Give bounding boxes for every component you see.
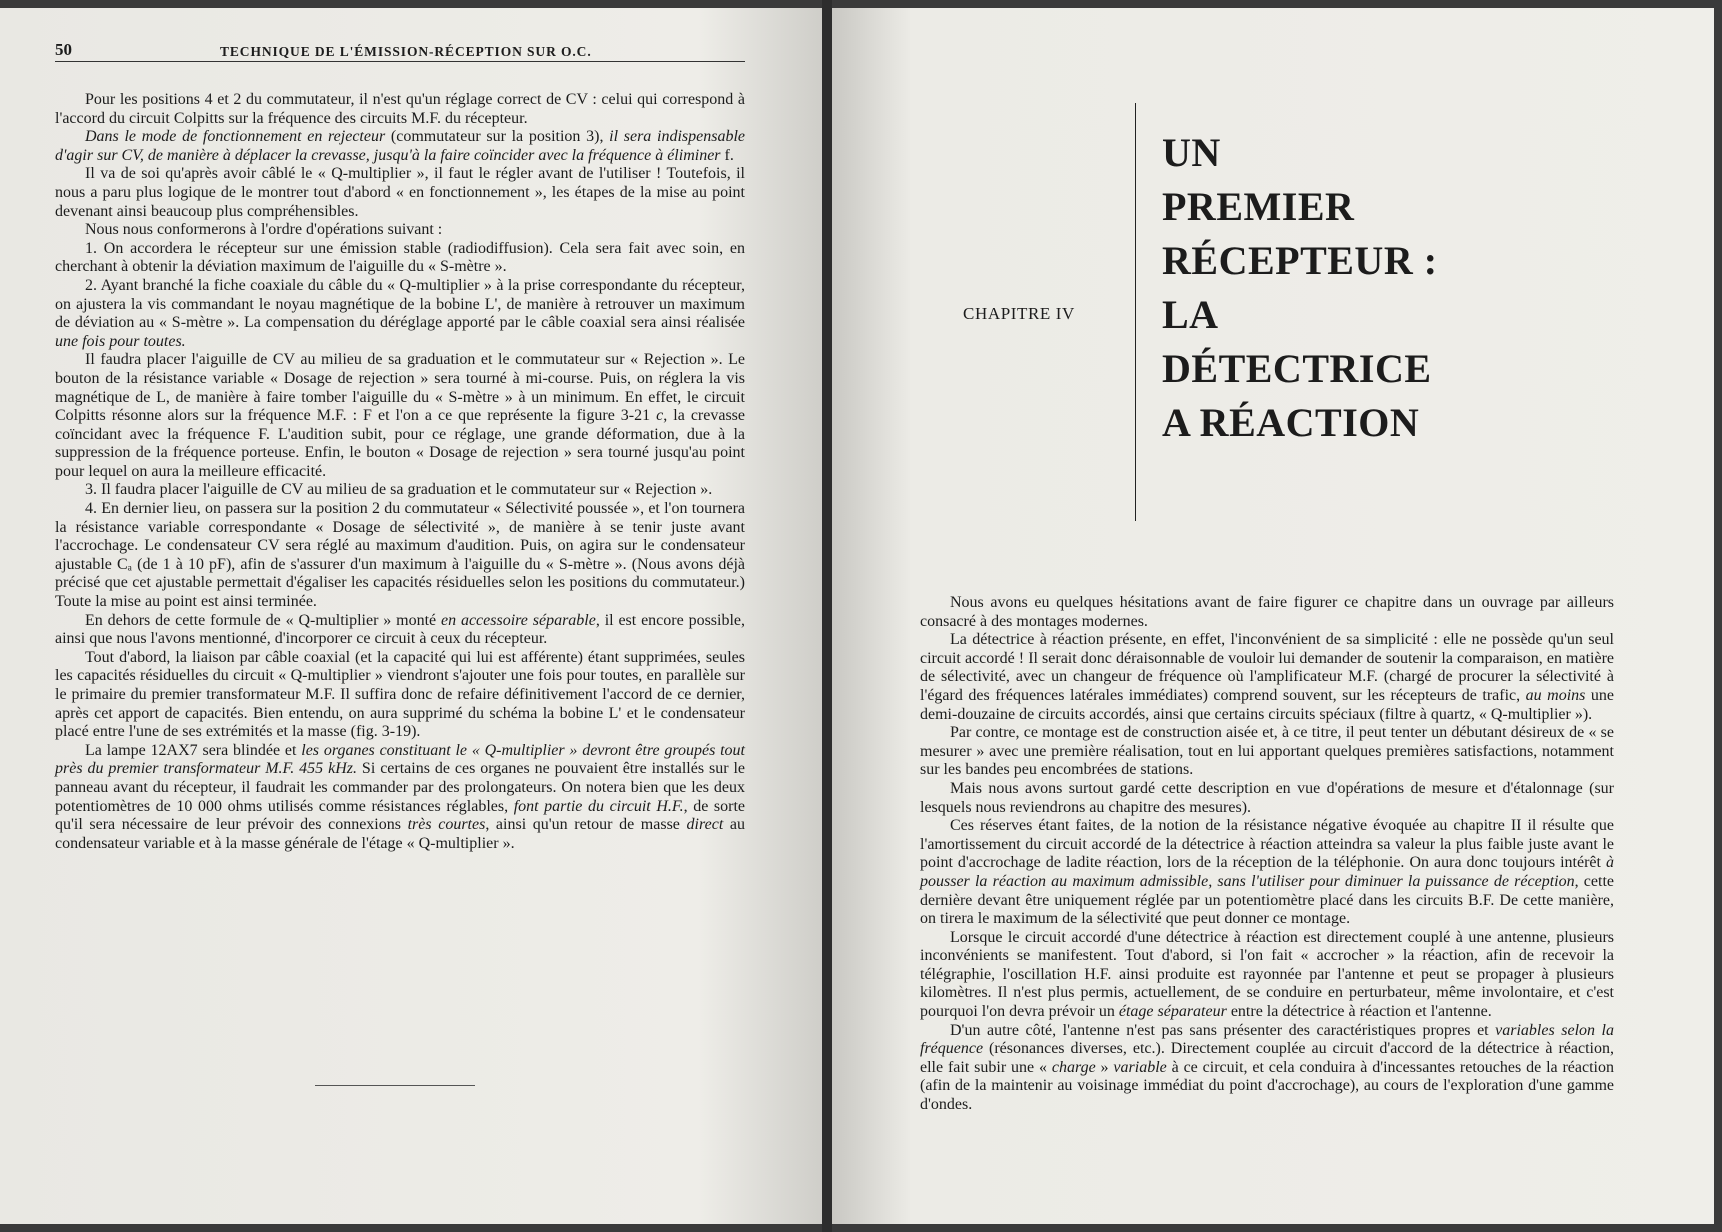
italic-text: direct — [686, 816, 724, 834]
text-run: Nous avons eu quelques hésitations avant de faire figurer ce chapitre dans un ouvrage par ailleurs consacré à des montages modernes. — [920, 594, 1614, 630]
page-number: 50 — [55, 40, 72, 59]
italic-text: une fois pour toutes. — [55, 332, 186, 350]
text-run: Il faudra placer l'aiguille de CV au milieu de sa graduation et le commutateur sur « Rejection ». Le bouton de la résistance variable « Dosage de rejection » sera tourné à mi-course. Puis, on réglera la vis magnétique de L, de manière à faire tomber l'aiguille du « S-mètre » à un minimum. En effet, le circuit Colpitts résonne alors sur la fréquence M.F. : F et l'on a ce que représente la figure 3-21 — [55, 351, 745, 425]
italic-text: charge — [1051, 1058, 1096, 1076]
paragraph — [55, 649, 745, 742]
italic-text: à pousser la réaction au maximum admissible, sans l'utiliser pour diminuer la puissance de réception — [920, 854, 1614, 890]
text-run: Nous nous conformerons à l'ordre d'opérations suivant : — [85, 221, 443, 239]
text-run: La lampe 12AX7 sera blindée et — [85, 741, 302, 759]
paragraph — [55, 742, 745, 854]
text-run: D'un autre côté, l'antenne n'est pas sans présenter des caractéristiques propres et — [950, 1021, 1496, 1039]
italic-text: très courtes — [407, 816, 486, 834]
paragraph — [920, 1022, 1614, 1115]
left-page-body — [55, 91, 745, 853]
paragraph — [920, 817, 1614, 929]
paragraph — [920, 594, 1614, 631]
text-run: La détectrice à réaction présente, en effet, l'inconvénient de sa simplicité : elle ne possède qu'un seul circuit accordé ! Il serait donc déraisonnable de vouloir lui demander de soutenir la comparaison, en matière de sélectivité, avec un changeur de fréquence où l'amplificateur M.F. (chargé de procurer la sélectivité à l'égard des fréquences latérales immédiates) comprend souvent, sur les récepteurs de trafic, — [920, 631, 1614, 704]
text-run: Par contre, ce montage est de construction aisée et, à ce titre, il peut tenter un débutant désireux de « se mesurer » avec une première réalisation, tout en lui apportant quelques premières satisfactions, notamment sur les bandes peu encombrées de stations. — [920, 724, 1614, 779]
chapter-title — [1162, 126, 1438, 450]
italic-text: il sera indispensable d'agir sur CV, de manière à déplacer la crevasse, jusqu'à la faire coïncider avec la fréquence à éliminer — [55, 128, 745, 164]
paragraph — [55, 351, 745, 481]
left-page — [0, 8, 822, 1224]
text-run: Si certains de ces organes ne pouvaient être installés sur le panneau avant du récepteur, il faudrait les commander par des prolongateurs. On notera bien que les deux potentiomètres de 10 000 ohms utilisés comme résistances réglables, — [55, 760, 745, 815]
text-run: entre la détectrice à réaction et l'antenne. — [1226, 1003, 1492, 1021]
chapter-title-line: RÉCEPTEUR : — [1162, 238, 1438, 283]
paragraph — [920, 631, 1614, 724]
paragraph — [920, 724, 1614, 780]
text-run: à ce circuit, et cela conduira à d'incessantes retouches de la réaction (afin de la maintenir au voisinage immédiat du point d'accrochage), au cours de l'exploration d'une gamme d'ondes. — [920, 1058, 1615, 1114]
right-page — [832, 8, 1714, 1224]
header-rule — [55, 61, 745, 62]
italic-text: font partie du circuit H.F. — [513, 797, 684, 815]
italic-text: variables selon la fréquence — [920, 1021, 1615, 1058]
right-page-body — [920, 594, 1614, 1115]
text-run: En dehors de cette formule de « Q-multiplier » monté — [85, 611, 441, 629]
text-run: » — [1095, 1058, 1114, 1076]
italic-text: étage séparateur — [1118, 1003, 1227, 1021]
text-run: , la crevasse coïncidant avec la fréquence F. L'audition subit, pour ce réglage, une grande déformation, due à la suppression de la fréquence porteuse. Enfin, le bouton « Dosage de rejection » sera tourné jusqu'au point pour lequel on aura la meilleure efficacité. — [55, 407, 746, 480]
running-title: TECHNIQUE DE L'ÉMISSION-RÉCEPTION SUR O.C. — [220, 44, 592, 59]
text-run: , il est encore possible, ainsi que nous l'avons mentionné, d'incorporer ce circuit à ceux du récepteur. — [55, 611, 746, 648]
paragraph — [55, 165, 745, 221]
text-run: 1. On accordera le récepteur sur une émission stable (radiodiffusion). Cela sera fait avec soin, en cherchant à obtenir la déviation maximum de l'aiguille du « S-mètre ». — [55, 239, 745, 276]
text-run: Ces réserves étant faites, de la notion de la résistance négative évoquée au chapitre II il résulte que l'amortissement du circuit accordé de la détectrice à réaction atteindra sa valeur la plus faible juste avant le point d'accrochage de ladite réaction, lors de la réception de la téléphonie. On aura donc toujours intérêt — [920, 817, 1614, 872]
paragraph — [55, 128, 745, 165]
text-run: , de sorte qu'il sera nécessaire de leur prévoir des connexions — [55, 797, 745, 834]
paragraph — [920, 929, 1614, 1022]
italic-text: les organes constituant le « Q-multiplier » devront être groupés tout près du premier transformateur M.F. 455 kHz. — [55, 741, 745, 778]
chapter-title-line: PREMIER — [1162, 184, 1355, 229]
chapter-title-line: UN — [1162, 130, 1221, 175]
book-gutter — [822, 0, 832, 1232]
text-run: , ainsi qu'un retour de masse — [485, 816, 687, 834]
text-run: au condensateur variable et à la masse générale de l'étage « Q-multiplier ». — [55, 816, 745, 852]
left-page-header — [55, 38, 745, 62]
section-end-rule — [315, 1085, 475, 1086]
text-run: f. — [720, 146, 734, 164]
chapter-title-line: LA — [1162, 292, 1219, 337]
paragraph — [55, 221, 745, 240]
text-run: Mais nous avons surtout gardé cette description en vue d'opérations de mesure et d'étalonnage (sur lesquels nous reviendrons au chapitre des mesures). — [920, 779, 1614, 816]
paragraph — [55, 481, 745, 500]
italic-text: c — [656, 407, 664, 425]
text-run: 4. En dernier lieu, on passera sur la position 2 du commutateur « Sélectivité poussée », et l'on tournera la résistance variable correspondante « Dosage de sélectivité », de manière à se tenir juste avant l'accrochage. Le condensateur CV sera réglé au maximum d'audition. Puis, on agira sur le condensateur ajustable Cₐ (de 1 à 10 pF), afin de s'assurer d'un maximum à l'aiguille du « S-mètre ». (Nous avons déjà précisé que cet ajustable permettait d'égaliser les capacités résiduelles selon les positions du commutateur.) Toute la mise au point est ainsi terminée. — [55, 500, 745, 611]
paragraph — [55, 277, 745, 351]
text-run: 3. Il faudra placer l'aiguille de CV au milieu de sa graduation et le commutateur sur « Rejection ». — [85, 481, 713, 499]
text-run: (résonances diverses, etc.). Directement couplée au circuit d'accord de la détectrice à réaction, elle fait subir une « — [920, 1040, 1614, 1076]
text-run: , cette dernière devant être uniquement réglée par un potentiomètre placé dans les circuits B.F. De cette manière, on tirera le maximum de la sélectivité que peut donner ce montage. — [920, 872, 1614, 928]
text-run: Tout d'abord, la liaison par câble coaxial (et la capacité qui lui est afférente) étant supprimées, seules les capacités résiduelles du circuit « Q-multiplier » viendront s'ajouter une fois pour toutes, en parallèle sur le primaire du premier transformateur M.F. Il suffira donc de refaire définitivement l'accord de ce dernier, après cet apport de capacités. Bien entendu, on aura supprimé du schéma la bobine L' et le condensateur placé entre l'une de ses extrémités et la masse (fig. 3-19). — [55, 648, 745, 741]
paragraph — [920, 780, 1614, 817]
text-run: Lorsque le circuit accordé d'une détectrice à réaction est directement couplé à une antenne, plusieurs inconvénients se manifestent. Tout d'abord, si l'on fait « accrocher » la réaction, afin de recevoir la télégraphie, l'oscillation H.F. ainsi produite est rayonnée par l'antenne et peut se propager à plusieurs kilomètres. Il n'est plus permis, actuellement, de se conduire en perturbateur, même involontaire, et c'est pourquoi l'on devra prévoir un — [920, 928, 1614, 1021]
italic-text: au moins — [1525, 686, 1586, 704]
paragraph — [55, 612, 745, 649]
paragraph — [55, 91, 745, 128]
italic-text: variable — [1113, 1058, 1167, 1076]
chapter-label: CHAPITRE IV — [963, 304, 1075, 323]
chapter-title-line: DÉTECTRICE — [1162, 346, 1432, 391]
italic-text: Dans le mode de fonctionnement en rejecteur — [85, 128, 386, 146]
text-run: une demi-douzaine de circuits accordés, ainsi que certains circuits spéciaux (filtre à quartz, « Q-multiplier »). — [920, 686, 1615, 723]
paragraph — [55, 240, 745, 277]
text-run: (commutateur sur la position 3), — [385, 128, 610, 146]
text-run: Il va de soi qu'après avoir câblé le « Q-multiplier », il faut le régler avant de l'utiliser ! Toutefois, il nous a paru plus logique de le montrer tout d'abord « en fonctionnement », les étapes de la mise au point devenant ainsi beaucoup plus compréhensibles. — [55, 165, 745, 220]
chapter-title-line: A RÉACTION — [1162, 400, 1420, 445]
paragraph — [55, 500, 745, 612]
text-run: Pour les positions 4 et 2 du commutateur, il n'est qu'un réglage correct de CV : celui qui correspond à l'accord du circuit Colpitts sur la fréquence des circuits M.F. du récepteur. — [55, 91, 745, 127]
chapter-divider-line — [1135, 103, 1136, 521]
italic-text: en accessoire séparable — [441, 611, 596, 629]
text-run: 2. Ayant branché la fiche coaxiale du câble du « Q-multiplier » à la prise correspondante du récepteur, on ajustera la vis commandant le noyau magnétique de la bobine L', de manière à retrouver un maximum de déviation au « S-mètre ». La compensation du déréglage apporté par le câble coaxial sera ainsi réalisée — [55, 276, 745, 332]
